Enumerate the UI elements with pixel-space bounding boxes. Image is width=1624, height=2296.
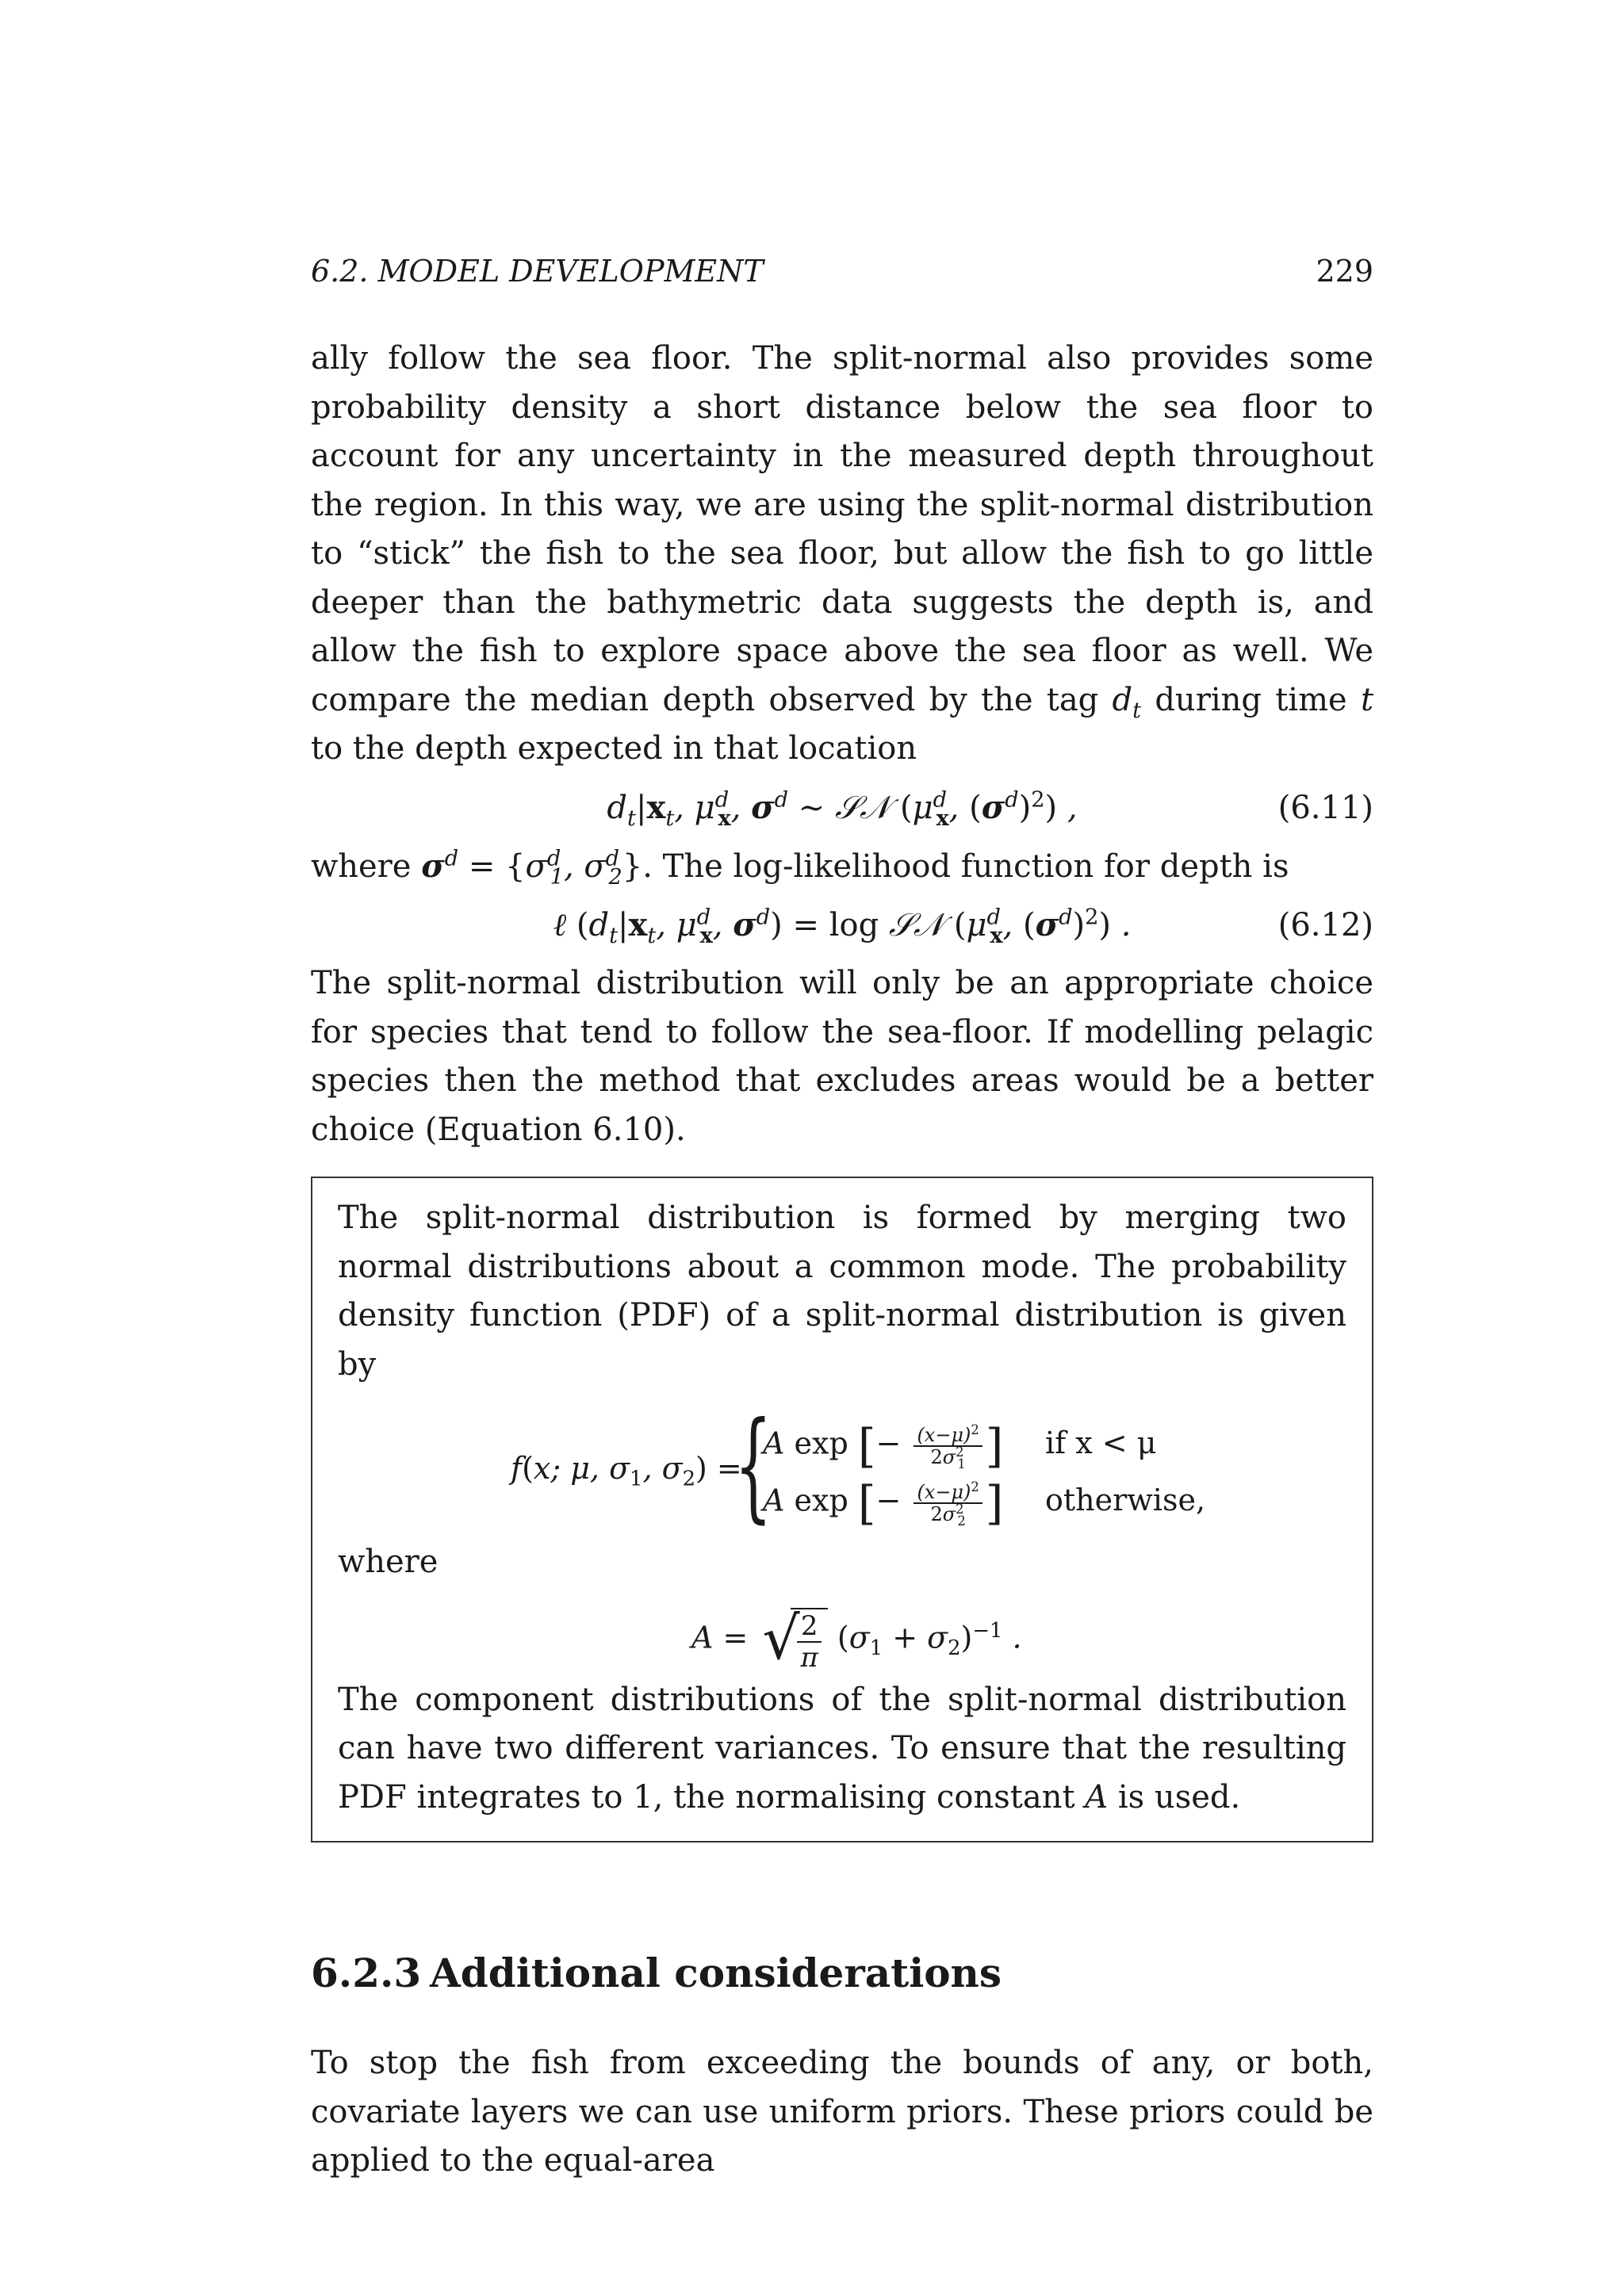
page-content	[311, 254, 1373, 2186]
pdf-case-2-condition: otherwise,	[1045, 1483, 1206, 1517]
sigma-set-definition: $\sigma^d = \{\sigma^d_1$, $\sigma^d_2$}	[421, 846, 643, 890]
header-section-title: 6.2. MODEL DEVELOPMENT	[311, 254, 764, 289]
normalising-constant-equation	[338, 1587, 1346, 1676]
symbol-t: t	[1360, 681, 1374, 718]
box-closing-b: is used.	[1117, 1778, 1241, 1816]
section-heading	[311, 1946, 1373, 2001]
cases-brace: {	[734, 1397, 772, 1535]
equation-6-11	[311, 774, 1373, 842]
symbol-a: A	[1085, 1778, 1109, 1816]
paragraph-1-mid: during time	[1155, 681, 1347, 718]
box-intro-text: The split-normal distribution is formed by merging two normal distributions about a common mode. The probability density function (PDF) of a split-normal distribution is given by	[338, 1200, 1346, 1383]
split-normal-pdf-equation	[338, 1397, 1346, 1538]
body-paragraph-2: The split-normal distribution will only be an appropriate choice for species that tend to follow the sea-floor. If modelling pelagic species then the method that excludes areas would be a better choice (Equation 6.10).	[311, 965, 1373, 1148]
equation-6-11-body: $d_t|x_t$, $\mu^d_x$, $\sigma^d$ ∼ 𝒮𝒩 ($\mu^d_x$, $(\sigma^d)^2$) ,	[607, 787, 1078, 831]
paragraph-1-text: ally follow the sea floor. The split-normal also provides some probability density a short distance below the sea floor to account for any uncertainty in the measured depth throughout the region. In this way, we are using the split-normal distribution to “stick” the fish to the sea floor, but allow the fish to go little deeper than the bathymetric data suggests the depth is, and allow the fish to explore space above the sea floor as well. We compare the median depth observed by the tag	[311, 340, 1373, 718]
where-sigma-suffix: . The log-likelihood function for depth is	[642, 848, 1289, 885]
split-normal-definition-box	[311, 1177, 1373, 1843]
section-paragraph: To stop the fish from exceeding the bounds of any, or both, covariate layers we can use uniform priors. These priors could be applied to the equal-area	[311, 2045, 1373, 2179]
equation-6-12-body: ℓ ($d_t|x_t$, $\mu^d_x$, $\sigma^d) = \log$ 𝒮𝒩 ($\mu^d_x$, $(\sigma^d)^2$) .	[553, 905, 1132, 948]
running-header	[311, 254, 1373, 301]
box-closing-a: The component distributions of the split-normal distribution can have two different variances. To ensure that the resulting PDF integrates to 1, the normalising constant	[338, 1681, 1346, 1816]
symbol-dt: $d_t$	[1112, 681, 1142, 723]
pdf-case-2: A exp [− $\frac{(x-\mu)^2}{2\sigma^2_2}$ ]	[763, 1476, 1004, 1530]
header-page-number: 229	[1316, 254, 1373, 289]
pdf-lhs: f(x; μ, $\sigma_1$, $\sigma_2$) =	[511, 1451, 742, 1491]
box-closing-text	[338, 1676, 1346, 1823]
paragraph-1-end: to the depth expected in that location	[311, 730, 917, 767]
normalising-constant-body: A = √ $\frac{2}{\pi}$ $(\sigma_1 + \sigma_2)^{-1}$ .	[691, 1604, 1022, 1674]
where-sigma-line	[311, 842, 1373, 892]
body-paragraph-1	[311, 335, 1373, 774]
equation-6-12-number: (6.12)	[1277, 907, 1373, 943]
equation-6-11-number: (6.11)	[1277, 789, 1373, 826]
box-where-label: where	[338, 1544, 439, 1580]
pdf-case-1: A exp [− $\frac{(x-\mu)^2}{2\sigma^2_1}$ ]	[763, 1419, 1004, 1473]
pdf-case-1-condition: if x < μ	[1045, 1425, 1157, 1460]
section-title: Additional considerations	[430, 1950, 1002, 1996]
section-number: 6.2.3	[311, 1950, 422, 1996]
equation-6-12	[311, 891, 1373, 959]
where-sigma-prefix: where	[311, 848, 412, 885]
